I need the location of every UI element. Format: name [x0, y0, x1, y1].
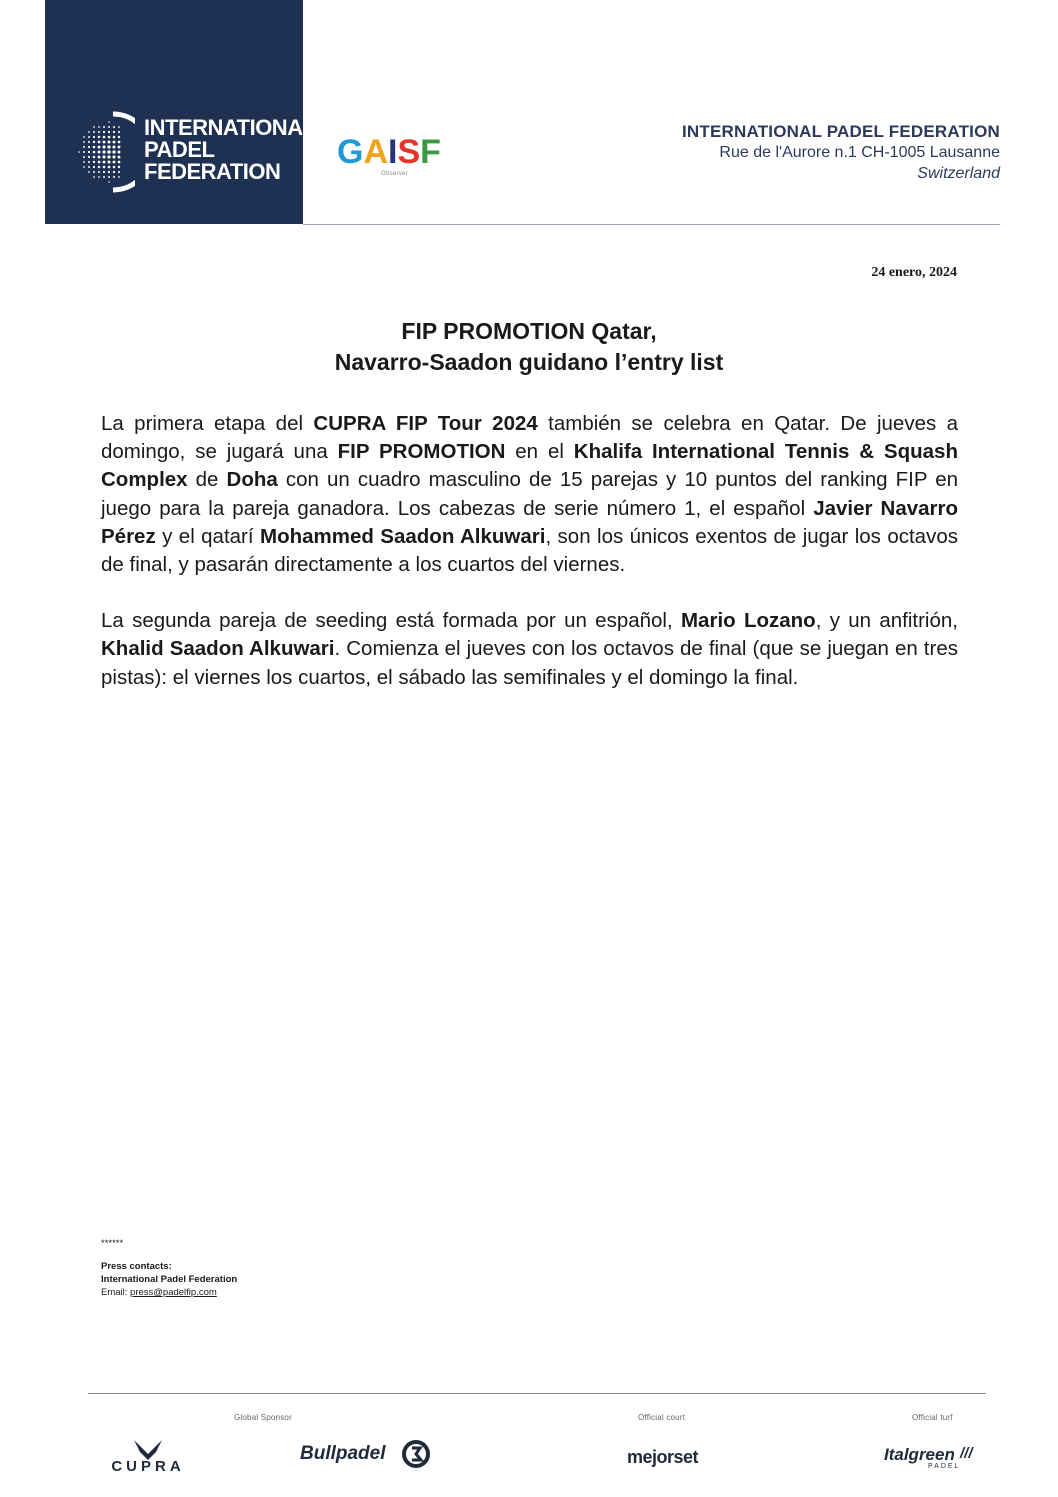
- text-run: de: [187, 468, 227, 492]
- gaisf-logo-text: GAISF: [337, 133, 441, 171]
- contacts-email-line: Email: press@padelfip.com: [101, 1287, 217, 1298]
- press-contacts: [101, 1237, 237, 1299]
- article-body: [101, 410, 958, 720]
- org-country: Switzerland: [917, 165, 1000, 182]
- text-run: , y un anfitrión,: [815, 609, 958, 633]
- paragraph-1: [101, 410, 958, 579]
- title-line: FIP PROMOTION Qatar,: [401, 318, 657, 344]
- official-court-label: Official court: [638, 1413, 686, 1422]
- mejorset-logo: mejorset: [627, 1447, 699, 1467]
- contacts-heading: Press contacts:: [101, 1261, 172, 1272]
- italgreen-logo: Italgreen /// PADEL: [884, 1445, 973, 1470]
- bold-run: Mohammed Saadon Alkuwari: [260, 524, 546, 548]
- email-link[interactable]: press@padelfip.com: [130, 1287, 217, 1298]
- text-run: . Comienza el jueves con los octavos de final (que se juegan en tres pistas): el viernes los cuartos, el sábado las semifinales y el domingo la final.: [101, 637, 958, 689]
- bold-run: Khalid Saadon Alkuwari: [101, 637, 335, 661]
- bold-run: Javier Navarro Pérez: [101, 496, 959, 548]
- title-line: Navarro-Saadon guidano l’entry list: [334, 349, 724, 375]
- ipf-logo-icon: [73, 110, 135, 194]
- page-title: [100, 316, 958, 378]
- org-name: INTERNATIONAL PADEL FEDERATION: [682, 122, 1000, 141]
- ipf-brand-block: [45, 0, 316, 224]
- bold-run: CUPRA FIP Tour 2024: [313, 412, 538, 435]
- bold-run: Doha: [226, 468, 278, 492]
- separator-stars: ******: [101, 1238, 124, 1249]
- text-run: y el qatarí: [155, 524, 260, 548]
- paragraph-2: [101, 607, 958, 692]
- text-run: también se celebra en Qatar. De jueves a domingo, se jugará una: [101, 412, 958, 464]
- contacts-org: International Padel Federation: [101, 1274, 238, 1285]
- cupra-logo: CUPRA: [94, 1436, 202, 1474]
- text-run: La segunda pareja de seeding está formada por un español,: [101, 609, 681, 633]
- ipf-logo-text: INTERNATIONAL PADEL FEDERATION: [144, 115, 316, 184]
- org-street: Rue de l'Aurore n.1 CH-1005 Lausanne: [719, 144, 1000, 161]
- bold-run: FIP PROMOTION: [337, 440, 506, 464]
- bullpadel-logo: Bullpadel: [300, 1443, 386, 1465]
- bold-run: Mario Lozano: [680, 609, 816, 633]
- text-run: en el: [505, 440, 574, 464]
- text-run: La primera etapa del: [101, 412, 314, 435]
- press-release-date: 24 enero, 2024: [871, 265, 957, 280]
- header-divider: [303, 224, 1000, 225]
- gaisf-observer-label: Observer: [381, 171, 409, 177]
- italgreen-stripes-icon: ///: [960, 1445, 973, 1462]
- text-run: con un cuadro masculino de 15 parejas y 10 puntos del ranking FIP en juego para la pareja ganadora. Los cabezas de serie número 1, el español: [101, 468, 958, 520]
- footer-divider: [88, 1393, 986, 1394]
- gaisf-logo: [337, 135, 467, 185]
- official-turf-label: Official turf: [912, 1413, 953, 1422]
- bullpadel-emblem-icon: [400, 1439, 434, 1469]
- header-address: [682, 122, 1000, 184]
- bold-run: Khalifa International Tennis & Squash Complex: [101, 440, 958, 492]
- text-run: , son los únicos exentos de jugar los octavos de final, y pasarán directamente a los cuartos del viernes.: [101, 524, 958, 577]
- global-sponsor-label: Global Sponsor: [234, 1413, 292, 1422]
